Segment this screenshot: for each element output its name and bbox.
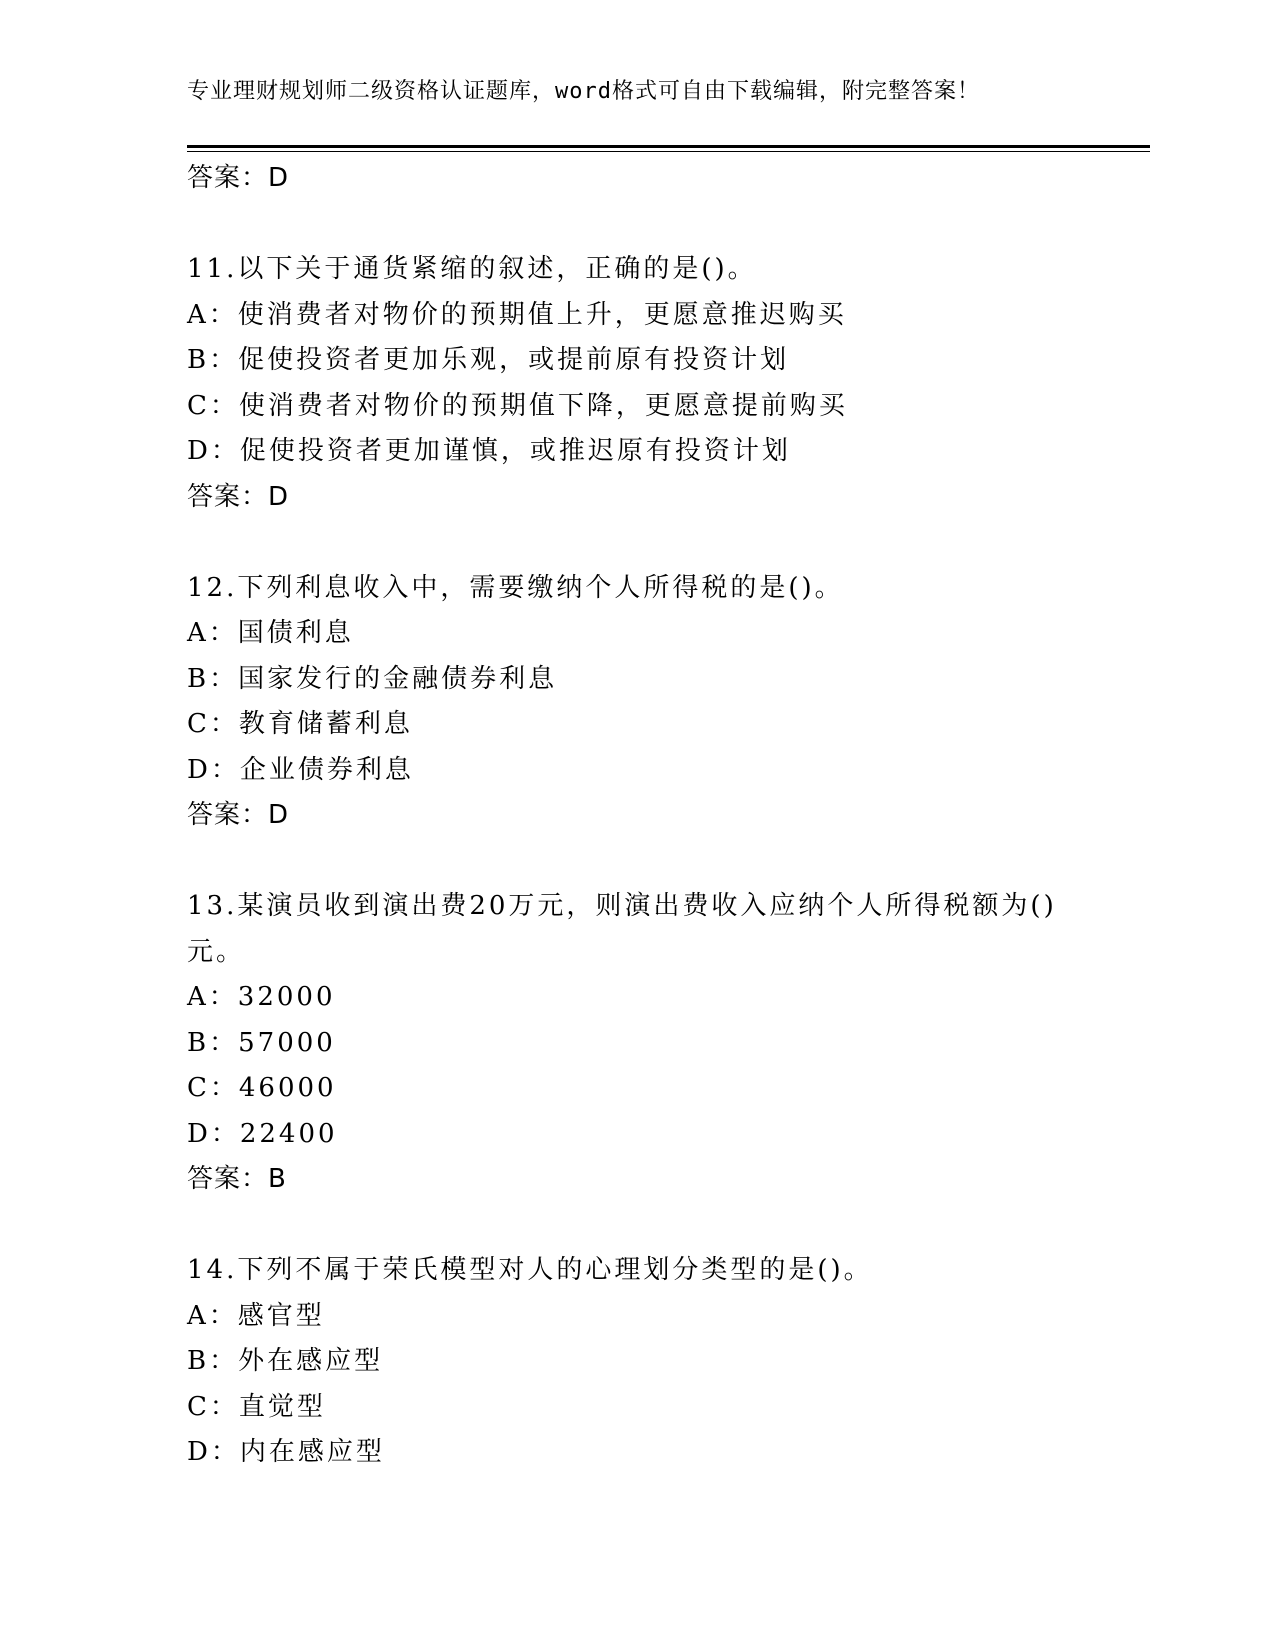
- option-b: B：国家发行的金融债券利息: [187, 663, 558, 694]
- question-stem: 11.以下关于通货紧缩的叙述，正确的是()。: [187, 254, 757, 284]
- option-d: D：促使投资者更加谨慎，或推迟原有投资计划: [187, 436, 791, 466]
- question-stem: 14.下列不属于荣氏模型对人的心理划分类型的是()。: [187, 1255, 873, 1285]
- question-block-12: [187, 566, 1087, 839]
- page-header: 专业理财规划师二级资格认证题库，word格式可自由下载编辑，附完整答案！: [187, 79, 980, 104]
- option-c: C：教育储蓄利息: [187, 709, 413, 739]
- answer-line: 答案：B: [187, 1164, 287, 1194]
- option-c: C：直觉型: [187, 1391, 326, 1422]
- option-d: D：企业债券利息: [187, 754, 414, 785]
- question-block-13: [187, 884, 1087, 1203]
- question-block-14: [187, 1248, 1087, 1476]
- question-stem: 12.下列利息收入中，需要缴纳个人所得税的是()。: [187, 572, 844, 603]
- option-b: B：57000: [187, 1027, 336, 1058]
- option-a: A：32000: [187, 982, 336, 1012]
- spacer: [187, 1203, 1087, 1249]
- answer-line: 答案：D: [187, 163, 290, 193]
- option-a: A：感官型: [187, 1300, 325, 1331]
- spacer: [187, 202, 1087, 248]
- option-d: D：22400: [187, 1118, 338, 1149]
- option-a: A：国债利息: [187, 618, 354, 648]
- answer-line: 答案：D: [187, 800, 290, 830]
- option-c: C：使消费者对物价的预期值下降，更愿意提前购买: [187, 390, 848, 421]
- spacer: [187, 520, 1087, 566]
- question-list: [187, 156, 1087, 1476]
- answer-line: 答案：D: [187, 481, 290, 512]
- spacer: [187, 839, 1087, 885]
- option-b: B：外在感应型: [187, 1346, 384, 1376]
- option-a: A：使消费者对物价的预期值上升，更愿意推迟购买: [187, 299, 847, 330]
- option-b: B：促使投资者更加乐观，或提前原有投资计划: [187, 345, 790, 375]
- question-block-11: [187, 247, 1087, 520]
- header-rule-thin: [187, 151, 1150, 152]
- option-c: C：46000: [187, 1073, 337, 1103]
- option-d: D：内在感应型: [187, 1437, 385, 1467]
- header-rule-thick: [187, 145, 1150, 148]
- question-stem: 13.某演员收到演出费20万元，则演出费收入应纳个人所得税额为()元。: [187, 891, 1057, 967]
